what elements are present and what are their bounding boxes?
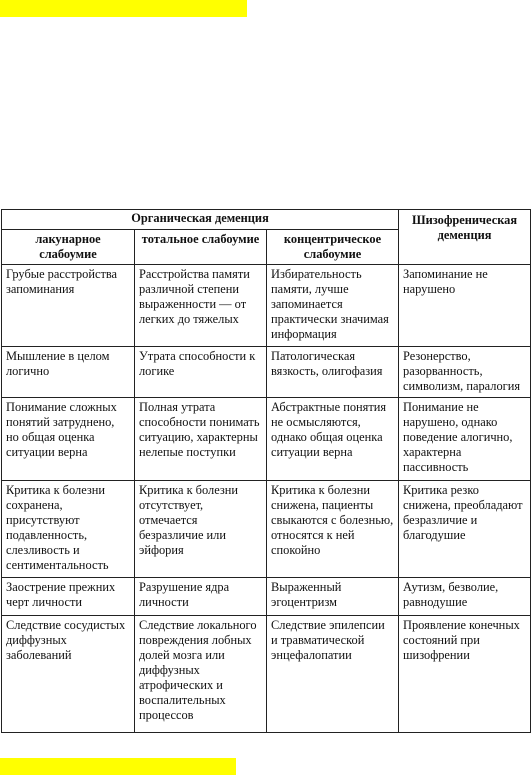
table-cell: Критика к болезни отсутствует, отмечается безразличие или эйфория (135, 481, 267, 578)
table-row (2, 265, 531, 347)
table-cell: Следствие сосудистых диффузных заболеваний (2, 616, 135, 733)
table-cell: Мышление в целом логично (2, 347, 135, 398)
table-cell: Понимание сложных понятий затруднено, но общая оценка ситуации верна (2, 398, 135, 481)
table-cell: Следствие эпилепсии и травматической энцефалопатии (267, 616, 399, 733)
table-cell: Аутизм, безволие, равнодушие (399, 578, 531, 616)
organic-dementia-header: Органическая деменция (2, 210, 399, 230)
table-row (2, 347, 531, 398)
table-cell: Выраженный эгоцентризм (267, 578, 399, 616)
lacunar-dementia-header: лакунарное слабоумие (2, 230, 135, 265)
highlight-bar-bottom (0, 758, 236, 775)
total-dementia-header: тотальное слабоумие (135, 230, 267, 265)
table-row (2, 481, 531, 578)
table-row (2, 616, 531, 733)
table-cell: Расстройства памяти различной степени выраженности — от легких до тяжелых (135, 265, 267, 347)
table-cell: Проявление конечных состояний при шизофрении (399, 616, 531, 733)
table-cell: Утрата способности к логике (135, 347, 267, 398)
table-cell: Разрушение ядра личности (135, 578, 267, 616)
highlight-bar-top (0, 0, 247, 17)
table-cell: Грубые расстройства запоминания (2, 265, 135, 347)
table-cell: Резонерство, разорванность, символизм, паралогия (399, 347, 531, 398)
table-cell: Понимание не нарушено, однако поведение алогично, характерна пассивность (399, 398, 531, 481)
table-cell: Патологическая вязкость, олигофазия (267, 347, 399, 398)
table-cell: Критика к болезни снижена, пациенты свыкаются с болезнью, относятся к ней спокойно (267, 481, 399, 578)
table-row (2, 578, 531, 616)
table-cell: Следствие локального повреждения лобных долей мозга или диффузных атрофических и воспалительных процессов (135, 616, 267, 733)
table-cell: Запоминание не нарушено (399, 265, 531, 347)
table-cell: Избирательность памяти, лучше запоминается практически значимая информация (267, 265, 399, 347)
table-cell: Абстрактные понятия не осмысляются, однако общая оценка ситуации верна (267, 398, 399, 481)
table-cell: Полная утрата способности понимать ситуацию, характерны нелепые поступки (135, 398, 267, 481)
table-cell: Критика к болезни сохранена, присутствуют подавленность, слезливость и сентиментальность (2, 481, 135, 578)
table-row (2, 398, 531, 481)
dementia-comparison-table (1, 209, 531, 733)
table-cell: Критика резко снижена, преобладают безразличие и благодушие (399, 481, 531, 578)
concentric-dementia-header: концентрическое слабоумие (267, 230, 399, 265)
schizophrenic-dementia-header: Шизофреническая деменция (399, 210, 531, 265)
table-cell: Заострение прежних черт личности (2, 578, 135, 616)
